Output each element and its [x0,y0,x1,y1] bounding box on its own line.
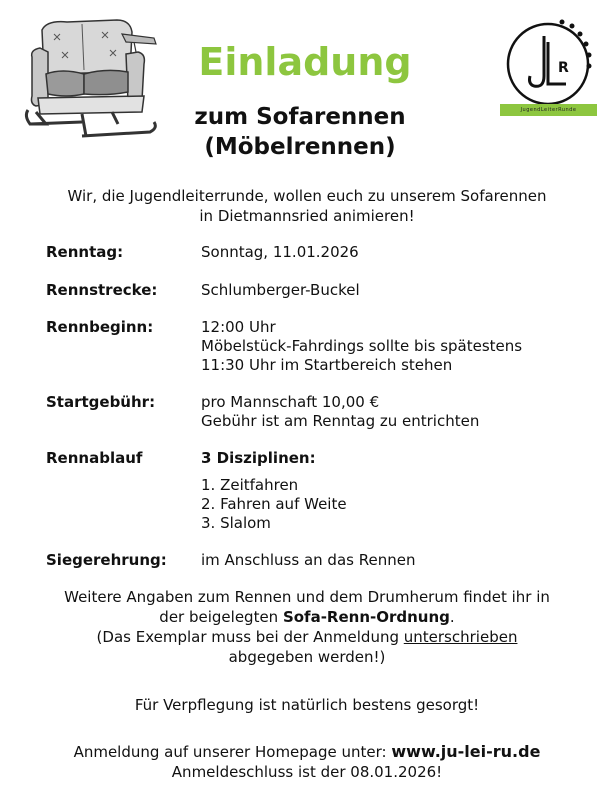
svg-text:R: R [558,60,569,76]
startgebuehr-line-2: Gebühr ist am Renntag zu entrichten [201,412,480,430]
rennbeginn-line-3: 11:30 Uhr im Startbereich stehen [201,356,453,374]
list-item: 2. Fahren auf Weite [201,495,347,513]
info-line-1: Weitere Angaben zum Rennen und dem Drumherum findet ihr in [64,588,550,606]
registration-block [20,742,594,782]
info-line-2-suffix: . [449,608,455,626]
info-line-2-prefix: der beigelegten [159,608,283,626]
intro-text [40,186,574,226]
registration-prefix: Anmeldung auf unserer Homepage unter: [73,743,392,761]
registration-deadline: Anmeldeschluss ist der 08.01.2026! [171,763,443,781]
logo-strip-text: JugendLeiterRunde [520,107,577,113]
label-renntag: Renntag: [46,243,124,261]
rennbeginn-line-1: 12:00 Uhr [201,318,276,336]
subtitle-line-1: zum Sofarennen [194,104,406,130]
unterschrieben-text: unterschrieben [403,628,518,646]
value-startgebuehr [201,393,581,431]
info-line-3 [20,627,594,647]
rennablauf-heading: 3 Disziplinen: [201,449,316,467]
rennbeginn-line-2: Möbelstück-Fahrdings sollte bis spätestens [201,337,523,355]
value-renntag: Sonntag, 11.01.2026 [201,243,359,261]
info-line-2 [20,607,594,627]
info-line-3-prefix: (Das Exemplar muss bei der Anmeldung [96,628,404,646]
value-rennablauf [201,449,581,533]
disziplinen-list [201,476,581,533]
subtitle-line-2: (Möbelrennen) [204,134,396,160]
page-title: Einladung [198,40,412,84]
intro-line-2: in Dietmannsried animieren! [199,207,415,225]
label-startgebuehr: Startgebühr: [46,393,156,411]
list-item: 1. Zeitfahren [201,476,299,494]
value-rennbeginn [201,318,581,375]
info-block [20,587,594,667]
label-rennstrecke: Rennstrecke: [46,281,158,299]
page-subtitle [140,102,460,162]
intro-line-1: Wir, die Jugendleiterrunde, wollen euch zu unserem Sofarennen [67,187,547,205]
sofa-renn-ordnung: Sofa-Renn-Ordnung [282,608,450,626]
logo-strip [500,104,597,116]
registration-line [20,742,594,762]
catering-text: Für Verpflegung ist natürlich bestens gesorgt! [134,696,480,714]
info-line-4: abgegeben werden!) [228,648,386,666]
label-rennablauf: Rennablauf [46,449,143,467]
homepage-link[interactable]: www.ju-lei-ru.de [391,742,541,761]
label-rennbeginn: Rennbeginn: [46,318,154,336]
list-item: 3. Slalom [201,514,271,532]
startgebuehr-line-1: pro Mannschaft 10,00 € [201,393,380,411]
jlr-logo [500,14,600,118]
value-siegerehrung: im Anschluss an das Rennen [201,551,416,569]
label-siegerehrung: Siegerehrung: [46,551,167,569]
value-rennstrecke: Schlumberger-Buckel [201,281,360,299]
